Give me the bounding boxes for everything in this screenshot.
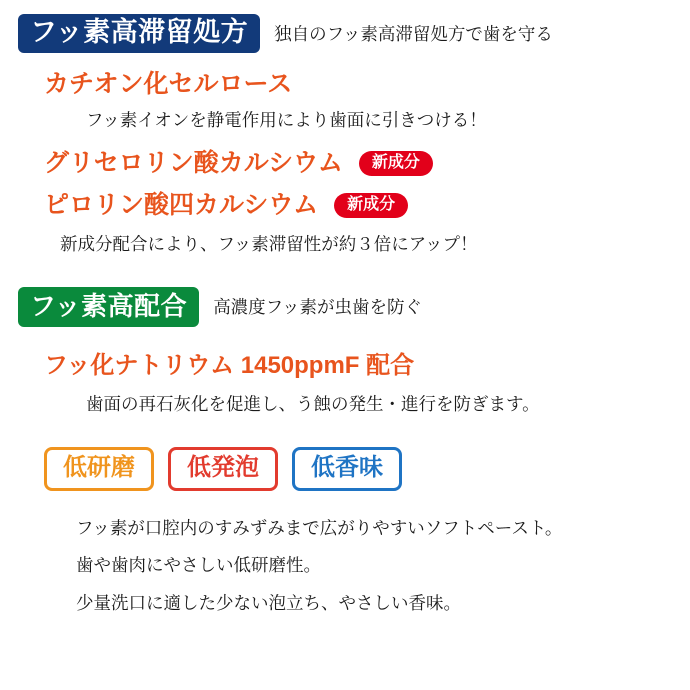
section-2-badge: フッ素高配合 — [18, 287, 199, 327]
pill-low-foaming: 低発泡 — [168, 447, 278, 491]
item-desc: フッ素イオンを静電作用により歯面に引きつける！ — [86, 109, 487, 130]
new-ingredient-badge: 新成分 — [359, 151, 433, 176]
new-ingredient-badge: 新成分 — [334, 193, 408, 218]
item-heading: カチオン化セルロース — [44, 70, 293, 98]
pill-note-2: 歯や歯肉にやさしい低研磨性。 — [76, 555, 321, 576]
section-1-item-3 — [44, 192, 672, 220]
section-1-note: 独自のフッ素高滞留処方で歯を守る — [274, 24, 553, 44]
pill-notes — [76, 517, 672, 616]
section-1-item-1 — [44, 71, 672, 132]
section-2-note: 高濃度フッ素が虫歯を防ぐ — [213, 297, 422, 318]
pill-note-1: フッ素が口腔内のすみずみまで広がりやすいソフトペースト。 — [76, 517, 563, 538]
section-1-item-3-desc: 新成分配合により、フッ素滞留性が約３倍にアップ！ — [60, 234, 478, 255]
section-1-header — [18, 14, 672, 53]
section-1-badge: フッ素高滞留処方 — [18, 14, 260, 53]
section-1-item-2 — [44, 150, 672, 178]
section-2-item-1 — [44, 353, 672, 417]
item-heading: ピロリン酸四カルシウム — [44, 190, 319, 219]
item-heading: フッ化ナトリウム 1450ppmF 配合 — [44, 351, 415, 379]
pill-note-3: 少量洗口に適した少ない泡立ち、やさしい香味。 — [76, 593, 461, 614]
item-heading: グリセロリン酸カルシウム — [44, 149, 343, 178]
pill-low-flavor: 低香味 — [292, 447, 402, 491]
item-desc: 歯面の再石灰化を促進し、う蝕の発生・進行を防ぎます。 — [86, 394, 540, 415]
section-2-header — [18, 287, 672, 327]
feature-pill-row — [44, 447, 672, 491]
pill-low-abrasive: 低研磨 — [44, 447, 154, 491]
